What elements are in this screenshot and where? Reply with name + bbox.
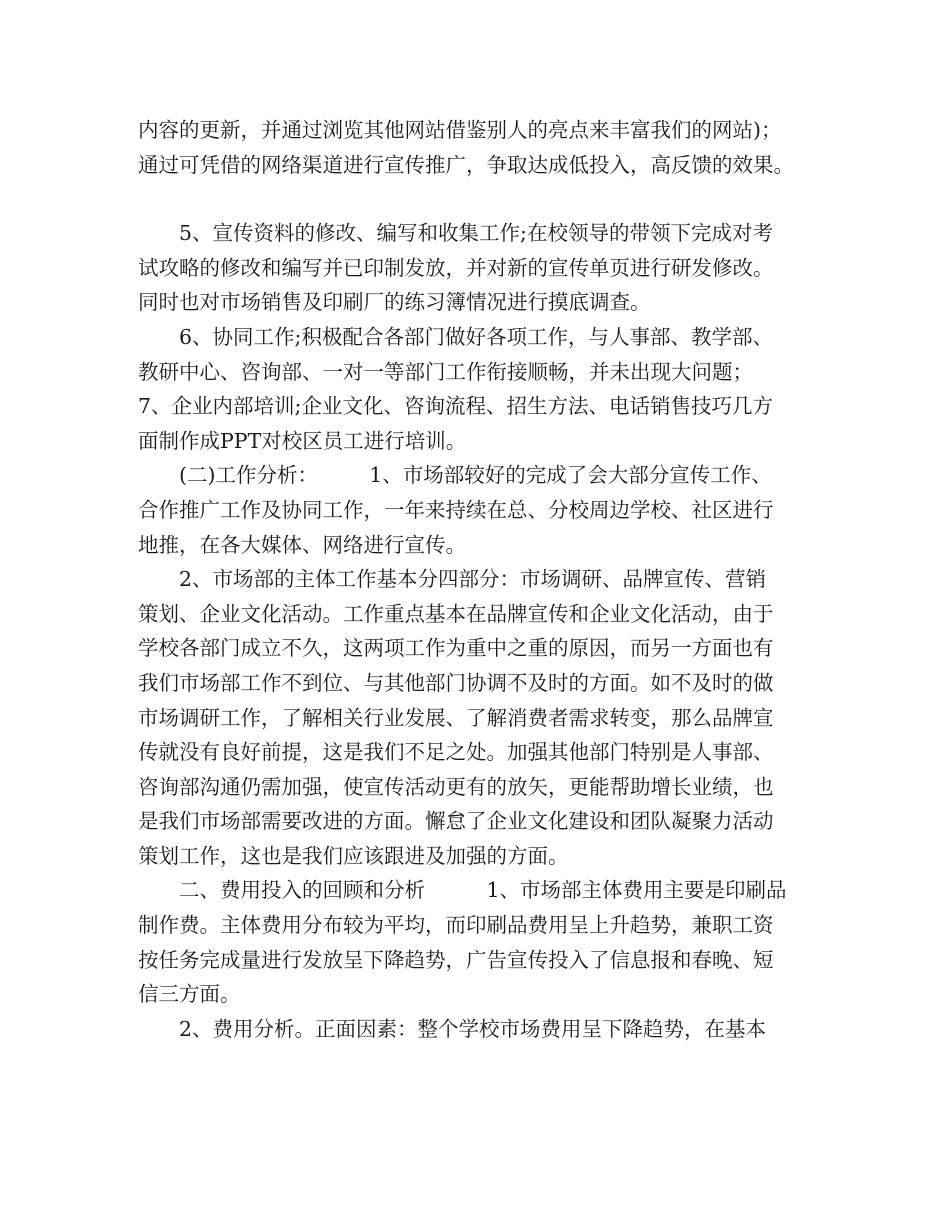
text-line: (二)工作分析： 1、市场部较好的完成了会大部分宣传工作、 [179, 463, 772, 488]
text-line: 试攻略的修改和编写并已印制发放，并对新的宣传单页进行研发修改。 [138, 255, 774, 280]
text-line: 合作推广工作及协同工作，一年来持续在总、分校周边学校、社区进行 [138, 497, 774, 522]
text-line: 面制作成PPT对校区员工进行培训。 [138, 428, 467, 453]
text-line: 二、费用投入的回顾和分析 1、市场部主体费用主要是印刷品 [179, 878, 787, 903]
text-line: 咨询部沟通仍需加强，使宣传活动更有的放矢，更能帮助增长业绩，也 [138, 774, 774, 799]
text-line: 制作费。主体费用分布较为平均，而印刷品费用呈上升趋势，兼职工资 [138, 913, 774, 938]
text-line: 传就没有良好前提，这是我们不足之处。加强其他部门特别是人事部、 [138, 740, 774, 765]
text-line: 2、费用分析。正面因素：整个学校市场费用呈下降趋势，在基本 [179, 1016, 767, 1041]
text-line: 5、宣传资料的修改、编写和收集工作;在校领导的带领下完成对考 [179, 221, 773, 246]
text-line: 地推，在各大媒体、网络进行宣传。 [138, 532, 466, 557]
text-line: 是我们市场部需要改进的方面。懈怠了企业文化建设和团队凝聚力活动 [138, 809, 774, 834]
text-line: 策划、企业文化活动。工作重点基本在品牌宣传和企业文化活动，由于 [138, 601, 774, 626]
text-line: 同时也对市场销售及印刷厂的练习簿情况进行摸底调查。 [138, 290, 651, 315]
paragraph-gap [138, 182, 818, 216]
text-line: 信三方面。 [138, 982, 241, 1007]
text-line: 6、协同工作;积极配合各部门做好各项工作，与人事部、教学部、 [179, 324, 773, 349]
text-line: 市场调研工作，了解相关行业发展、了解消费者需求转变，那么品牌宣 [138, 705, 774, 730]
text-line: 2、市场部的主体工作基本分四部分：市场调研、品牌宣传、营销 [179, 567, 767, 592]
text-line: 通过可凭借的网络渠道进行宣传推广，争取达成低投入，高反馈的效果。 [138, 152, 794, 177]
text-line: 按任务完成量进行发放呈下降趋势，广告宣传投入了信息报和春晚、短 [138, 947, 774, 972]
text-line: 7、企业内部培训;企业文化、咨询流程、招生方法、电话销售技巧几方 [138, 394, 773, 419]
text-line: 策划工作，这也是我们应该跟进及加强的方面。 [138, 843, 569, 868]
text-line: 学校各部门成立不久，这两项工作为重中之重的原因，而另一方面也有 [138, 636, 774, 661]
document-body [138, 113, 818, 1046]
text-line: 内容的更新，并通过浏览其他网站借鉴别人的亮点来丰富我们的网站)； [138, 118, 782, 142]
text-line: 教研中心、咨询部、一对一等部门工作衔接顺畅，并未出现大问题； [138, 359, 753, 384]
text-line: 我们市场部工作不到位、与其他部门协调不及时的方面。如不及时的做 [138, 670, 774, 695]
